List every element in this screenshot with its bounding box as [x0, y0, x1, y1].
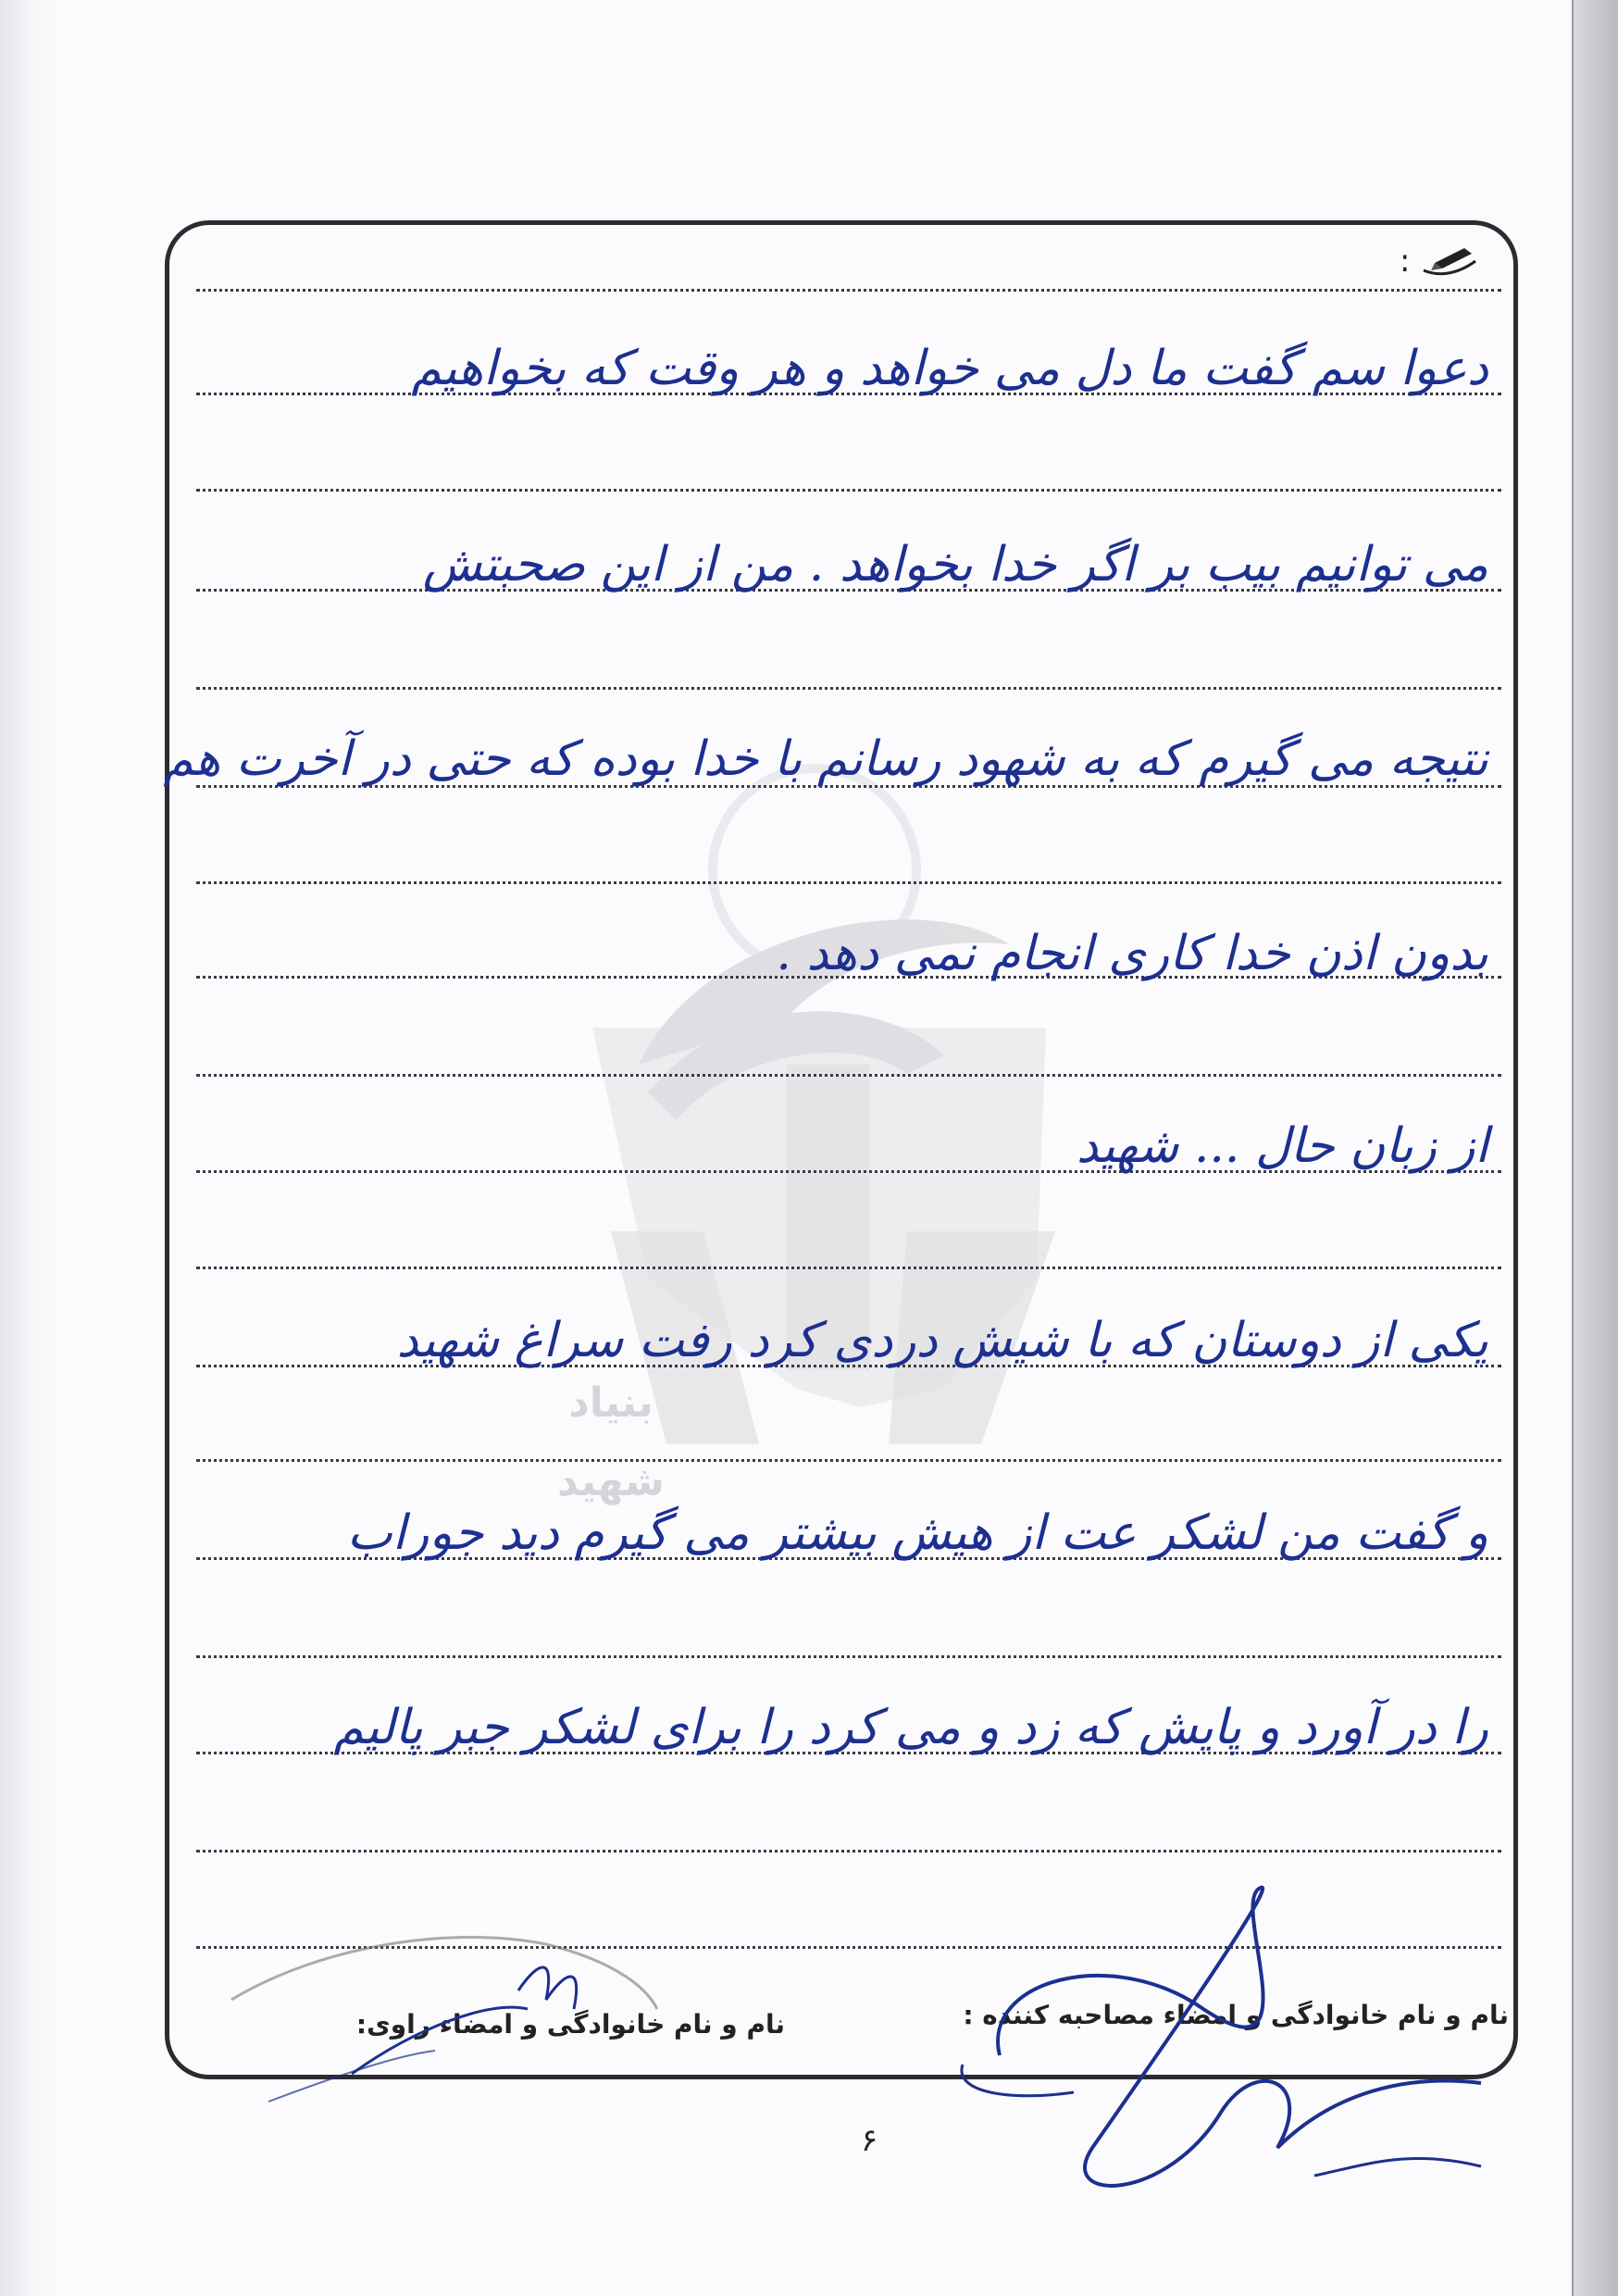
- watermark-word-1: بنیاد: [568, 1379, 653, 1427]
- writing-line: [196, 289, 1501, 292]
- writing-line: [196, 881, 1501, 884]
- handwritten-line-5: از زبان حال ... شهید: [1076, 1118, 1488, 1174]
- handwritten-line-8: را در آورد و پایش که زد و می کرد را برای لشکر جبر پالیم: [333, 1700, 1488, 1755]
- pen-colon: :: [1400, 243, 1411, 280]
- writing-line: [196, 1074, 1501, 1077]
- writing-line: [196, 687, 1501, 690]
- handwritten-line-2: می توانیم بیب بر اگر خدا بخواهد . من از این صحبتش: [422, 537, 1488, 593]
- watermark-word-2: شهید: [557, 1458, 665, 1505]
- page-number: ۶: [861, 2122, 878, 2159]
- writing-line: [196, 1850, 1501, 1853]
- pen-writing-icon: [1418, 243, 1483, 280]
- writing-line: [196, 1946, 1501, 1949]
- scanner-edge: [1572, 0, 1618, 2296]
- writing-line: [196, 489, 1501, 492]
- writing-line: [196, 1655, 1501, 1658]
- interviewer-signature-label: نام و نام خانوادگی و امضاء مصاحبه کننده :: [963, 2000, 1509, 2030]
- handwritten-line-6: یکی از دوستان که با شیش دردی کرد رفت سراغ شهید: [396, 1313, 1488, 1368]
- handwritten-line-3: نتیجه می گیرم که به شهود رسانم با خدا بوده که حتی در آخرت هم: [163, 731, 1488, 787]
- handwritten-line-1: دعوا سم گفت ما دل می خواهد و هر وقت که بخواهیم: [411, 341, 1488, 396]
- writing-line: [196, 1459, 1501, 1462]
- handwritten-line-4: بدون اذن خدا کاری انجام نمی دهد .: [776, 926, 1488, 981]
- writing-line: [196, 1267, 1501, 1269]
- narrator-signature-label: نام و نام خانوادگی و امضاء راوی:: [355, 2009, 785, 2040]
- handwritten-line-7: و گفت من لشکر عت از هیش بیشتر می گیرم دید جوراب: [346, 1505, 1488, 1561]
